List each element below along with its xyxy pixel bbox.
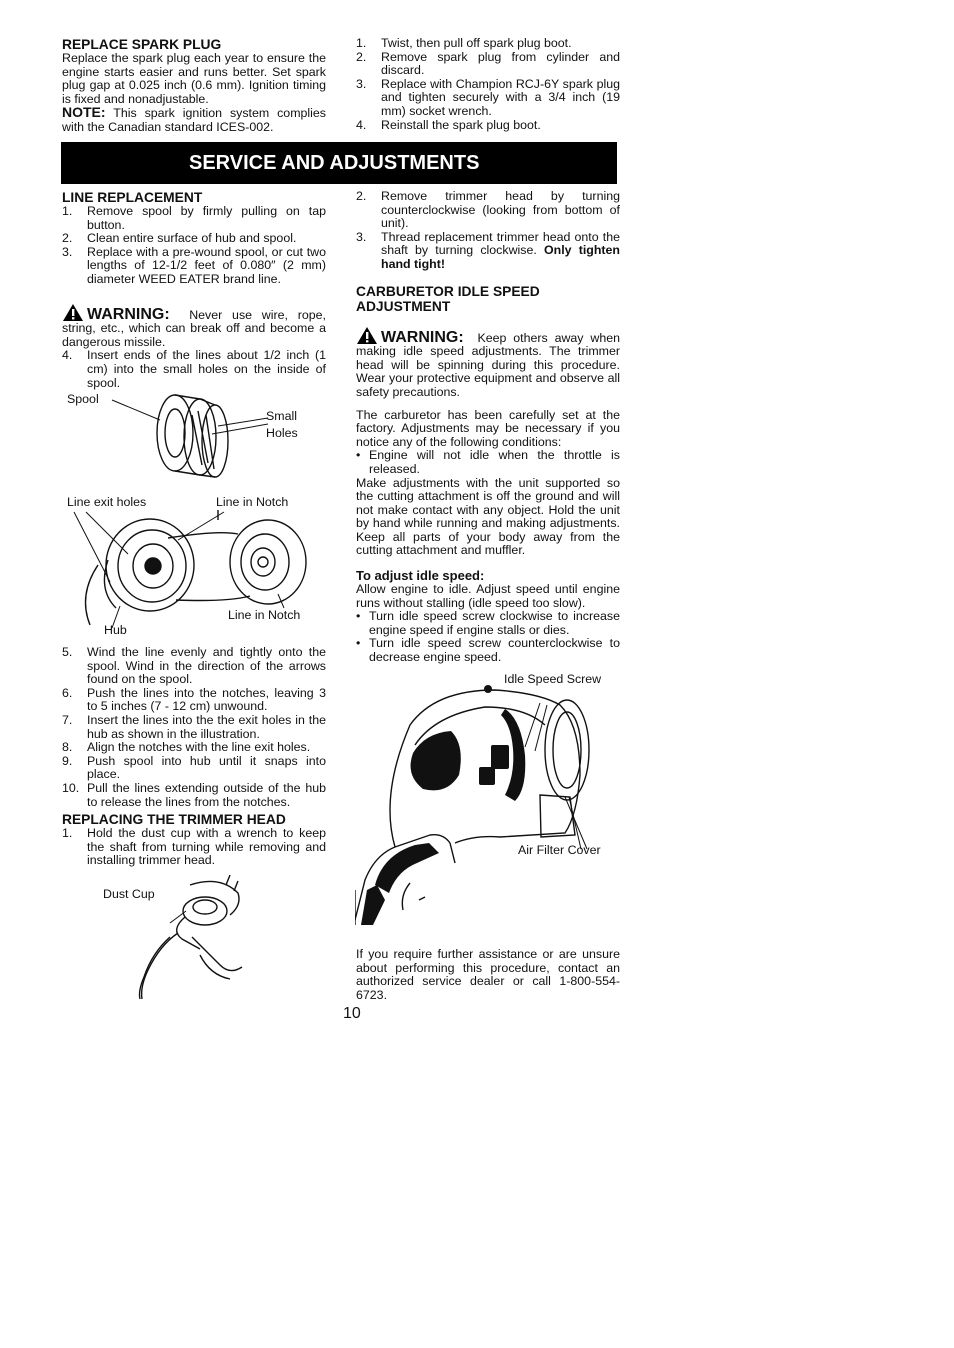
list-item: 1. Remove spool by firmly pulling on tap button.: [62, 204, 326, 232]
right-column: [356, 190, 620, 665]
carburetor-para3: Allow engine to idle. Adjust speed until engine runs without stalling (idle speed too slow).: [356, 582, 620, 610]
label-holes: Holes: [266, 426, 298, 440]
warning-text: Keep others away when making idle speed adjustments. The trimmer head will be spinning during this procedure. Wear your protective equipment and observe all safety precautions.: [356, 330, 621, 399]
page-number: 10: [343, 1005, 361, 1022]
label-spool: Spool: [67, 392, 99, 406]
list-item: 10. Pull the lines extending outside of the hub to release the lines from the notches.: [62, 780, 326, 809]
list-item: • Turn idle speed screw counterclockwise to decrease engine speed.: [356, 636, 620, 665]
list-item: 4. Insert ends of the lines about 1/2 inch (1 cm) into the small holes on the inside of spool.: [62, 348, 326, 390]
carburetor-warning: [356, 326, 620, 400]
label-idle-speed-screw: Idle Speed Screw: [504, 672, 602, 686]
line-steps-b: [62, 349, 326, 390]
carburetor-heading: CARBURETOR IDLE SPEED ADJUSTMENT: [356, 283, 540, 314]
engine-illustration: [355, 685, 600, 927]
label-line-in-notch-bottom: Line in Notch: [228, 608, 301, 622]
label-small: Small: [266, 409, 297, 423]
list-item: • Engine will not idle when the throttle is released.: [356, 448, 620, 476]
spark-plug-steps: [356, 37, 620, 132]
spark-plug-body: Replace the spark plug each year to ensure the engine starts easier and runs better. Set spark plug gap at 0.025 inch (0.6 mm). Ignition timing is fixed and nonadjustable.: [62, 51, 326, 106]
trimmer-head-heading: REPLACING THE TRIMMER HEAD: [62, 812, 286, 828]
line-steps-a: [62, 205, 326, 287]
carburetor-para1: The carburetor has been carefully set at the factory. Adjustments may be necessary if you notice any of the following conditions:: [356, 407, 620, 449]
list-item: 2. Clean entire surface of hub and spool.: [62, 231, 297, 246]
line-replacement-heading: LINE REPLACEMENT: [62, 190, 203, 205]
label-line-exit-holes: Line exit holes: [67, 495, 147, 509]
note-label: NOTE:: [62, 104, 106, 121]
idle-speed-subheading: To adjust idle speed:: [356, 568, 485, 584]
list-item: 1. Hold the dust cup with a wrench to keep the shaft from turning while removing and installing trimmer head.: [62, 826, 326, 868]
spool-leader-lines: [100, 392, 280, 452]
carburetor-para2: Make adjustments with the unit supported so the cutting attachment is off the ground and will not make contact with any object. Hold the unit by hand while running and making adjustments. Keep all parts of your body away from the cutting attachment and muffler.: [356, 475, 620, 558]
warning-text: Never use wire, rope, string, etc., which can break off and become a dangerous missile.: [62, 307, 326, 349]
footer-section: [356, 948, 620, 1002]
warning-label: WARNING:: [381, 328, 464, 346]
warning-icon: [62, 303, 84, 322]
list-item: 5. Wind the line evenly and tightly onto the spool. Wind in the direction of the arrows found on the spool.: [62, 645, 326, 687]
list-item: 1. Twist, then pull off spark plug boot.: [356, 36, 572, 50]
note-text: This spark ignition system complies with the Canadian standard ICES-002.: [62, 106, 326, 134]
label-line-in-notch-top: Line in Notch: [216, 495, 289, 509]
list-item: 3. Thread replacement trimmer head onto the shaft by turning clockwise. Only tighten hand tight!: [356, 229, 620, 271]
line-steps-c: [62, 646, 326, 809]
spark-plug-heading: REPLACE SPARK PLUG: [62, 37, 222, 52]
label-hub: Hub: [104, 623, 127, 637]
spark-plug-step-list: [356, 37, 620, 132]
line-replacement-section: [62, 190, 326, 390]
list-item: 7. Insert the lines into the the exit holes in the hub as shown in the illustration.: [62, 712, 326, 741]
label-dust-cup: Dust Cup: [103, 887, 155, 901]
carburetor-bullets2: [356, 610, 620, 664]
list-item: 6. Push the lines into the notches, leaving 3 to 5 inches (7 - 12 cm) unwound.: [62, 685, 326, 714]
list-item: 3. Replace with a pre-wound spool, or cut two lengths of 12-1/2 feet of 0.080″ (2 mm) diameter WEED EATER brand line.: [62, 244, 326, 286]
line-steps-c-section: [62, 646, 326, 868]
footer-text: If you require further assistance or are unsure about performing this procedure, contact an authorized service dealer or call 1-800-554-6723.: [356, 947, 620, 1002]
trimmer-steps-right: [356, 190, 620, 272]
label-air-filter-cover: Air Filter Cover: [518, 843, 601, 857]
list-item: 2. Remove trimmer head by turning counterclockwise (looking from bottom of unit).: [356, 189, 620, 231]
list-item: 9. Push spool into hub until it snaps into place.: [62, 753, 326, 782]
carburetor-bullets1: [356, 449, 620, 476]
section-banner: SERVICE AND ADJUSTMENTS: [61, 142, 617, 184]
trimmer-steps-left: [62, 827, 326, 868]
list-item: 2. Remove spark plug from cylinder and discard.: [356, 49, 620, 78]
spark-plug-note: [62, 106, 326, 134]
spark-plug-section: [62, 37, 326, 135]
warning-icon: [356, 326, 378, 345]
list-item: 3. Replace with Champion RCJ-6Y spark plug and tighten securely with a 3/4 inch (19 mm) socket wrench.: [356, 76, 620, 118]
list-item: 8. Align the notches with the line exit holes.: [62, 740, 311, 755]
list-item: 4. Reinstall the spark plug boot.: [356, 117, 541, 132]
list-item: • Turn idle speed screw clockwise to increase engine speed if engine stalls or dies.: [356, 609, 620, 637]
warning-label: WARNING:: [87, 305, 170, 323]
line-warning: [62, 303, 326, 350]
